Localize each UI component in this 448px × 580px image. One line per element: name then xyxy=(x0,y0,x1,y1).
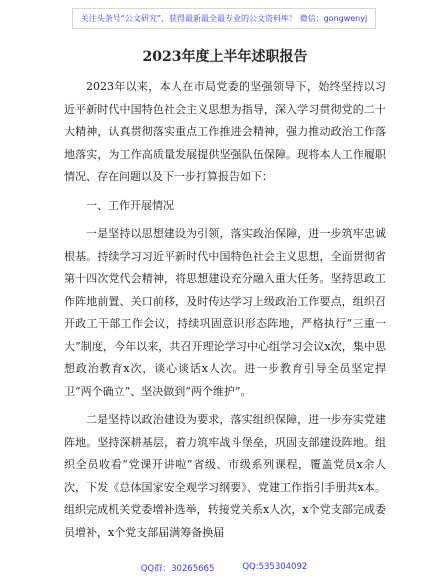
paragraph-political-building: 二是坚持以政治建设为要求，落实组织保障，进一步夯实党建阵地。坚持深耕基层，着力筑牢战斗堡垒，巩固支部建设阵地。组织全员收看“党课开讲啦”省级、市级系列课程，覆盖党员x余人次，下发《总体国家安全观学习纲要》、党建工作指引手册共x本。组织完成机关党委增补选举，转接党关系x人次，x个党支部完成委员增补，x个党支部届满筹备换届 xyxy=(64,413,386,539)
section-heading-work: 一、工作开展情况 xyxy=(86,198,174,212)
footer-qq: QQ:535304092 xyxy=(242,562,308,572)
promo-banner-text: 关注头条号“公文研究”，获得最新最全最专业的公文资料库！ 微信：gongwenyj xyxy=(72,8,376,29)
document-title: 2023年度上半年述职报告 xyxy=(142,49,308,65)
intro-paragraph: 2023年以来，本人在市局党委的坚强领导下，始终坚持以习近平新时代中国特色社会主义思想为指导，深入学习贯彻党的二十大精神，认真贯彻落实重点工作推进会精神，强力推动政治工作落地落实，为工作高质量发展提供坚强队伍保障。现将本人工作履职情况、存在问题以及下一步打算报告如下： xyxy=(64,80,386,183)
paragraph-ideological-building: 一是坚持以思想建设为引领，落实政治保障，进一步筑牢忠诚根基。持续学习习近平新时代中国特色社会主义思想，全面贯彻省第十四次党代会精神，将思想建设充分融入重大任务。坚持思政工作阵地前置、关口前移，及时传达学习上级政治工作要点，组织召开政工干部工作会议，持续巩固意识形态阵地，严格执行“三重一大”制度，今年以来，共召开理论学习中心组学习会议x次，集中思想政治教育x次，谈心谈话x人次。进一步教育引导全员坚定捍卫“两个确立”、坚决做到“两个维护”。 xyxy=(64,227,386,398)
document-body xyxy=(64,46,386,544)
footer-contacts xyxy=(0,562,448,574)
footer-qq-group: QQ群：30265665 xyxy=(140,564,215,574)
top-banner xyxy=(0,8,448,29)
